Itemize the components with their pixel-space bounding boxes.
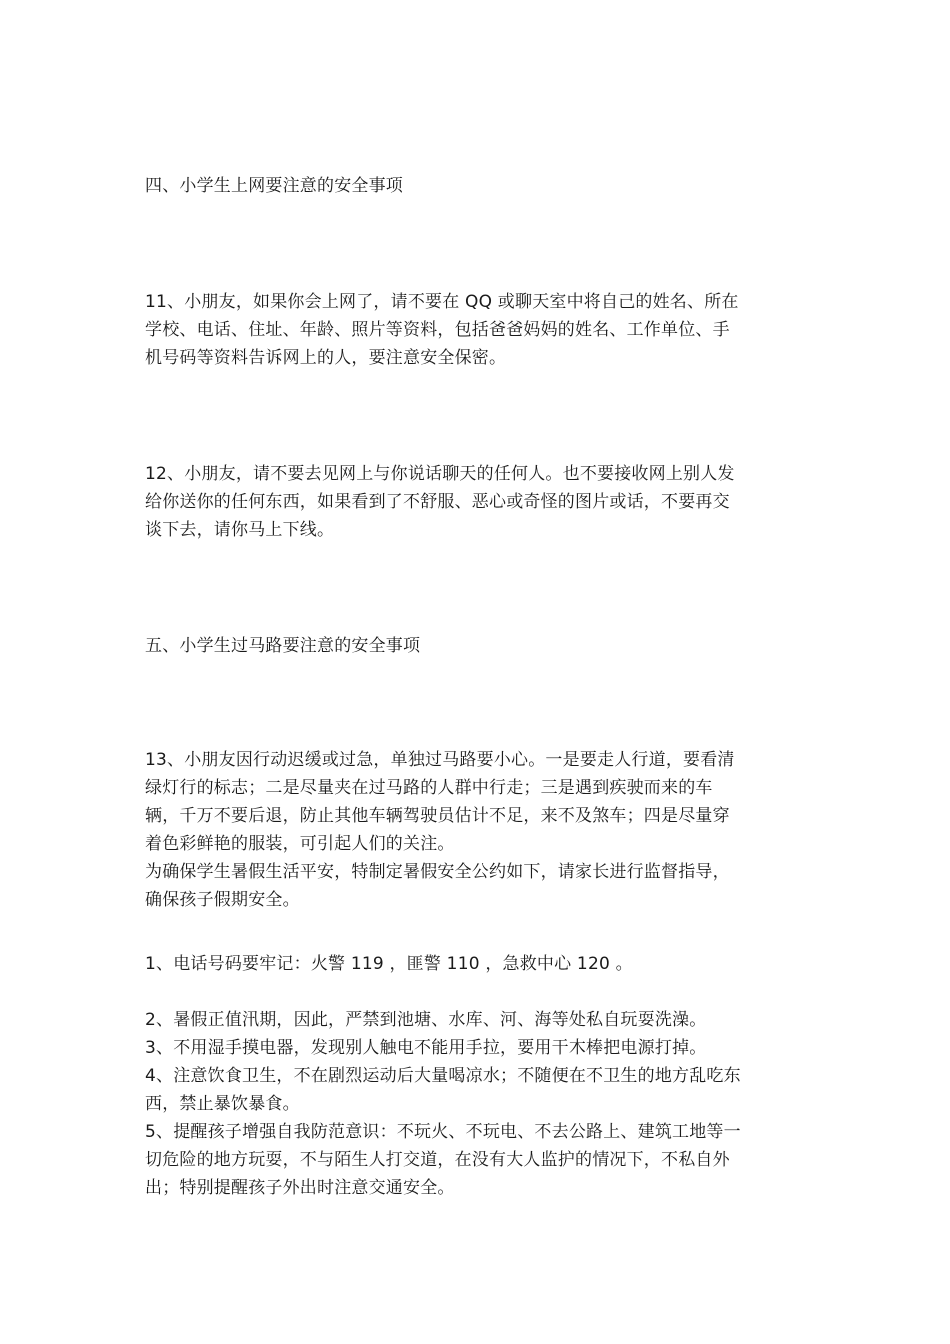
item-13-line: 13、小朋友因行动迟缓或过急，单独过马路要小心。一是要走人行道，要看清 [145, 750, 735, 770]
item-12-line: 12、小朋友，请不要去见网上与你说话聊天的任何人。也不要接收网上别人发 [145, 464, 735, 484]
item-13-line: 绿灯行的标志；二是尽量夹在过马路的人群中行走；三是遇到疾驶而来的车 [145, 778, 713, 798]
item-13-paragraph [145, 746, 805, 914]
convention-item-line: 西，禁止暴饮暴食。 [145, 1094, 300, 1114]
convention-item-line: 4、注意饮食卫生，不在剧烈运动后大量喝凉水；不随便在不卫生的地方乱吃东 [145, 1066, 741, 1086]
convention-item-line: 3、不用湿手摸电器，发现别人触电不能用手拉，要用干木棒把电源打掉。 [145, 1038, 707, 1058]
item-12-paragraph [145, 460, 805, 544]
convention-item-line: 切危险的地方玩耍，不与陌生人打交道，在没有大人监护的情况下，不私自外 [145, 1150, 730, 1170]
convention-item-line: 2、暑假正值汛期，因此，严禁到池塘、水库、河、海等处私自玩耍洗澡。 [145, 1010, 707, 1030]
section-5-heading: 五、小学生过马路要注意的安全事项 [145, 636, 421, 656]
convention-item-1: 1、电话号码要牢记：火警 119 ，匪警 110 ，急救中心 120 。 [145, 954, 633, 974]
item-13-line: 辆，千万不要后退，防止其他车辆驾驶员估计不足，来不及煞车；四是尽量穿 [145, 806, 730, 826]
item-12-line: 谈下去，请你马上下线。 [145, 520, 335, 540]
intro-line: 确保孩子假期安全。 [145, 890, 300, 910]
convention-item-line: 5、提醒孩子增强自我防范意识：不玩火、不玩电、不去公路上、建筑工地等一 [145, 1122, 741, 1142]
item-12-line: 给你送你的任何东西，如果看到了不舒服、恶心或奇怪的图片或话，不要再交 [145, 492, 730, 512]
item-11-paragraph [145, 288, 805, 372]
item-11-line: 学校、电话、住址、年龄、照片等资料，包括爸爸妈妈的姓名、工作单位、手 [145, 320, 730, 340]
item-11-line: 11、小朋友，如果你会上网了，请不要在 QQ 或聊天室中将自己的姓名、所在 [145, 292, 739, 312]
convention-items [145, 1006, 805, 1202]
section-4-heading: 四、小学生上网要注意的安全事项 [145, 176, 403, 196]
item-11-line: 机号码等资料告诉网上的人，要注意安全保密。 [145, 348, 507, 368]
convention-item-line: 出；特别提醒孩子外出时注意交通安全。 [145, 1178, 455, 1198]
item-13-line: 着色彩鲜艳的服装，可引起人们的关注。 [145, 834, 455, 854]
intro-line: 为确保学生暑假生活平安，特制定暑假安全公约如下，请家长进行监督指导， [145, 862, 730, 882]
